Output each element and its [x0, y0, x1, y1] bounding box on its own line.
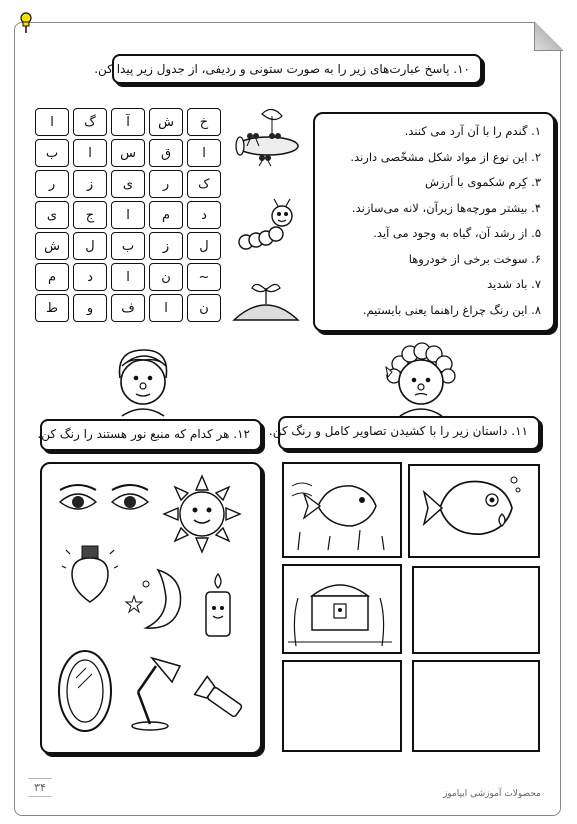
- boy-face-icon: [108, 344, 178, 416]
- grid-cell[interactable]: ن: [149, 263, 183, 291]
- section12-title-text: ۱۲. هر کدام که منبع نور هستند را رنگ کن.: [37, 427, 250, 441]
- question-item: ۸. این رنگ چراغ راهنما یعنی بایستیم.: [362, 302, 541, 317]
- story-panel-3[interactable]: [412, 566, 540, 654]
- grid-cell[interactable]: ل: [187, 232, 221, 260]
- questions-box: [313, 112, 555, 332]
- mirror-icon: [56, 648, 114, 734]
- grid-cell[interactable]: ن: [187, 294, 221, 322]
- grid-cell[interactable]: ک: [187, 170, 221, 198]
- section11-title-text: ۱۱. داستان زیر را با کشیدن تصاویر کامل و رنگ کن.: [268, 424, 528, 438]
- question-item: ۱. گندم را با آن آرد می کنند.: [404, 124, 541, 138]
- grid-cell[interactable]: د: [73, 263, 107, 291]
- grid-cell[interactable]: ا: [73, 139, 107, 167]
- grid-cell[interactable]: گ: [73, 108, 107, 136]
- story-panel-5[interactable]: [412, 660, 540, 752]
- question-item: ۶. سوخت برخی از خودروها: [408, 251, 541, 266]
- grid-cell[interactable]: ا: [149, 294, 183, 322]
- section11-title: [268, 416, 540, 450]
- grid-cell[interactable]: آ: [111, 108, 145, 136]
- grid-cell[interactable]: س: [111, 139, 145, 167]
- grid-cell[interactable]: ل: [73, 232, 107, 260]
- girl-face-icon: [384, 342, 458, 416]
- question-item: ۷. باد شدید: [487, 277, 541, 291]
- section10-title: [94, 54, 482, 84]
- grid-cell[interactable]: ف: [111, 294, 145, 322]
- fish-swimming-icon: [288, 466, 392, 550]
- grid-cell[interactable]: ش: [35, 232, 69, 260]
- ants-on-log-icon: [232, 106, 300, 168]
- flashlight-icon: [192, 676, 248, 724]
- pushpin-icon: [18, 12, 34, 34]
- grid-cell[interactable]: ب: [35, 139, 69, 167]
- page-number: ۳۴: [28, 778, 52, 797]
- question-item: ۲. این نوع از مواد شکل مشخّصی دارند.: [350, 149, 541, 164]
- grid-cell[interactable]: ر: [149, 170, 183, 198]
- grid-cell[interactable]: ی: [35, 201, 69, 229]
- treasure-chest-icon: [288, 568, 392, 646]
- letter-grid: [35, 108, 221, 322]
- story-panel-6[interactable]: [282, 660, 402, 752]
- section10-title-text: ۱۰. پاسخ عبارت‌های زیر را به صورت ستونی و ردیفی، از جدول زیر پیدا کن.: [94, 62, 470, 76]
- seed-sprout-icon: [232, 276, 300, 324]
- grid-cell[interactable]: ~: [187, 263, 221, 291]
- caterpillar-icon: [236, 198, 298, 254]
- grid-cell[interactable]: ط: [35, 294, 69, 322]
- candle-icon: [200, 572, 236, 640]
- crescent-moon-icon: [122, 566, 188, 634]
- grid-cell[interactable]: ق: [149, 139, 183, 167]
- grid-cell[interactable]: ز: [149, 232, 183, 260]
- question-item: ۵. از رشد آن، گیاه به وجود می آید.: [373, 226, 541, 240]
- sun-icon: [164, 476, 240, 552]
- light-bulb-icon: [62, 540, 118, 606]
- fish-scared-icon: [420, 470, 524, 546]
- eyes-icon: [58, 484, 150, 520]
- grid-cell[interactable]: ا: [35, 108, 69, 136]
- grid-cell[interactable]: م: [149, 201, 183, 229]
- grid-cell[interactable]: م: [35, 263, 69, 291]
- section12-title: [37, 419, 262, 451]
- grid-cell[interactable]: و: [73, 294, 107, 322]
- page-fold-corner: [534, 22, 563, 51]
- grid-cell[interactable]: ب: [111, 232, 145, 260]
- question-item: ۳. کِرم شکموی با اَرزش: [424, 175, 541, 189]
- publisher-credit: محصولات آموزشی ایپاموز: [442, 789, 541, 799]
- grid-cell[interactable]: ی: [111, 170, 145, 198]
- grid-cell[interactable]: ر: [35, 170, 69, 198]
- grid-cell[interactable]: ز: [73, 170, 107, 198]
- grid-cell[interactable]: خ: [187, 108, 221, 136]
- grid-cell[interactable]: ا: [111, 201, 145, 229]
- desk-lamp-icon: [120, 652, 186, 732]
- grid-cell[interactable]: ج: [73, 201, 107, 229]
- grid-cell[interactable]: ا: [111, 263, 145, 291]
- grid-cell[interactable]: ش: [149, 108, 183, 136]
- grid-cell[interactable]: د: [187, 201, 221, 229]
- question-item: ۴. بیشتر مورچه‌ها زیرآن، لانه می‌سازند.: [351, 200, 541, 215]
- grid-cell[interactable]: ا: [187, 139, 221, 167]
